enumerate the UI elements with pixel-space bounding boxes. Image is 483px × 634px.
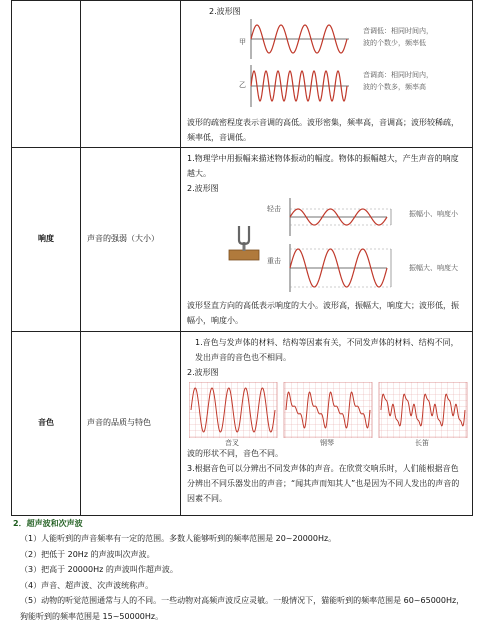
timbre-paragraph-2: 波的形状不同，音色不同。	[187, 449, 283, 458]
loudness-description: 波形竖直方向的高低表示响度的大小。波形高，振幅大，响度大；波形低，振幅小，响度小。	[187, 301, 459, 325]
wave-a-label: 甲	[239, 38, 246, 46]
timbre-fig-title: 2.波形图	[187, 368, 219, 377]
loudness-content-cell	[181, 148, 473, 332]
note-small-amplitude: 振幅小、响度小	[409, 210, 458, 218]
pitch-meaning-cell	[81, 1, 181, 148]
timbre-paragraph-3: 3.根据音色可以分辨出不同发声体的声音。在欣赏交响乐时，人们能根据音色分辨出不同乐器发出的声音；“闻其声而知其人”也是因为不同人发出的声音的因素不同。	[187, 464, 460, 503]
section-list	[20, 531, 470, 624]
list-item: （5）动物的听觉范围通常与人的不同。一些动物对高频声波反应灵敏。一般情况下，猫能听到的频率范围是 60~65000Hz，狗能听到的频率范围是 15~50000Hz。	[20, 596, 465, 621]
loudness-wave-svg	[287, 196, 397, 294]
loudness-fig-title: 2.波形图	[187, 184, 219, 193]
note-low-pitch	[363, 25, 433, 49]
list-item: （4）声音、超声波、次声波统称声。	[20, 580, 154, 590]
wave-b-label: 乙	[239, 81, 246, 89]
table-row-pitch	[12, 1, 473, 148]
label-piano: 钢琴	[320, 439, 334, 447]
pitch-content-cell	[181, 1, 473, 148]
loudness-paragraph-1: 1.物理学中用振幅来描述物体振动的幅度。物体的振幅越大，产生声音的响度越大。	[187, 154, 459, 178]
timbre-wave-svg	[189, 382, 469, 438]
loudness-name-cell: 响度	[12, 148, 81, 332]
note-large-amplitude: 振幅大、响度大	[409, 264, 458, 272]
heavy-strike-label: 重击	[267, 257, 281, 265]
list-item: （3）把高于 20000Hz 的声波叫作超声波。	[20, 565, 178, 574]
label-flute: 长笛	[415, 439, 429, 447]
list-item: （1）人能听到的声音频率有一定的范围。多数人能够听到的频率范围是 20~20000Hz。	[20, 534, 337, 543]
table-row-timbre	[12, 332, 473, 516]
table-row-loudness	[12, 148, 473, 332]
loudness-waveform-figure	[187, 196, 466, 294]
light-strike-label: 轻击	[267, 205, 281, 213]
note-low-line2: 波的个数少，频率低	[363, 39, 426, 47]
timbre-content-cell	[181, 332, 473, 516]
timbre-meaning-cell: 声音的品质与特色	[81, 332, 181, 516]
loudness-meaning-cell: 声音的强弱（大小）	[81, 148, 181, 332]
note-high-line1: 音调高：相同时间内，	[363, 71, 433, 79]
timbre-waveform-figure	[187, 380, 466, 446]
pitch-wave-svg	[247, 19, 357, 107]
note-high-pitch	[363, 69, 433, 93]
pitch-name-cell	[12, 1, 81, 148]
pitch-fig-title: 2.波形图	[209, 7, 241, 16]
pitch-description: 波形的疏密程度表示音调的高低。波形密集，频率高，音调高；波形较稀疏，频率低，音调低。	[187, 118, 459, 142]
pitch-waveform-figure	[187, 19, 466, 107]
label-tuning-fork: 音叉	[225, 439, 239, 447]
timbre-paragraph-1: 1.音色与发声体的材料、结构等因素有关，不同发声体的材料、结构不同，发出声音的音色也不相同。	[195, 338, 459, 362]
tuning-fork-icon	[227, 224, 263, 264]
timbre-name-cell: 音色	[12, 332, 81, 516]
section-title: 2．超声波和次声波	[13, 519, 83, 528]
note-high-line2: 波的个数多，频率高	[363, 83, 426, 91]
list-item: （2）把低于 20Hz 的声波叫次声波。	[20, 549, 155, 559]
note-low-line1: 音调低：相同时间内，	[363, 27, 433, 35]
sound-characteristics-table	[11, 0, 473, 516]
